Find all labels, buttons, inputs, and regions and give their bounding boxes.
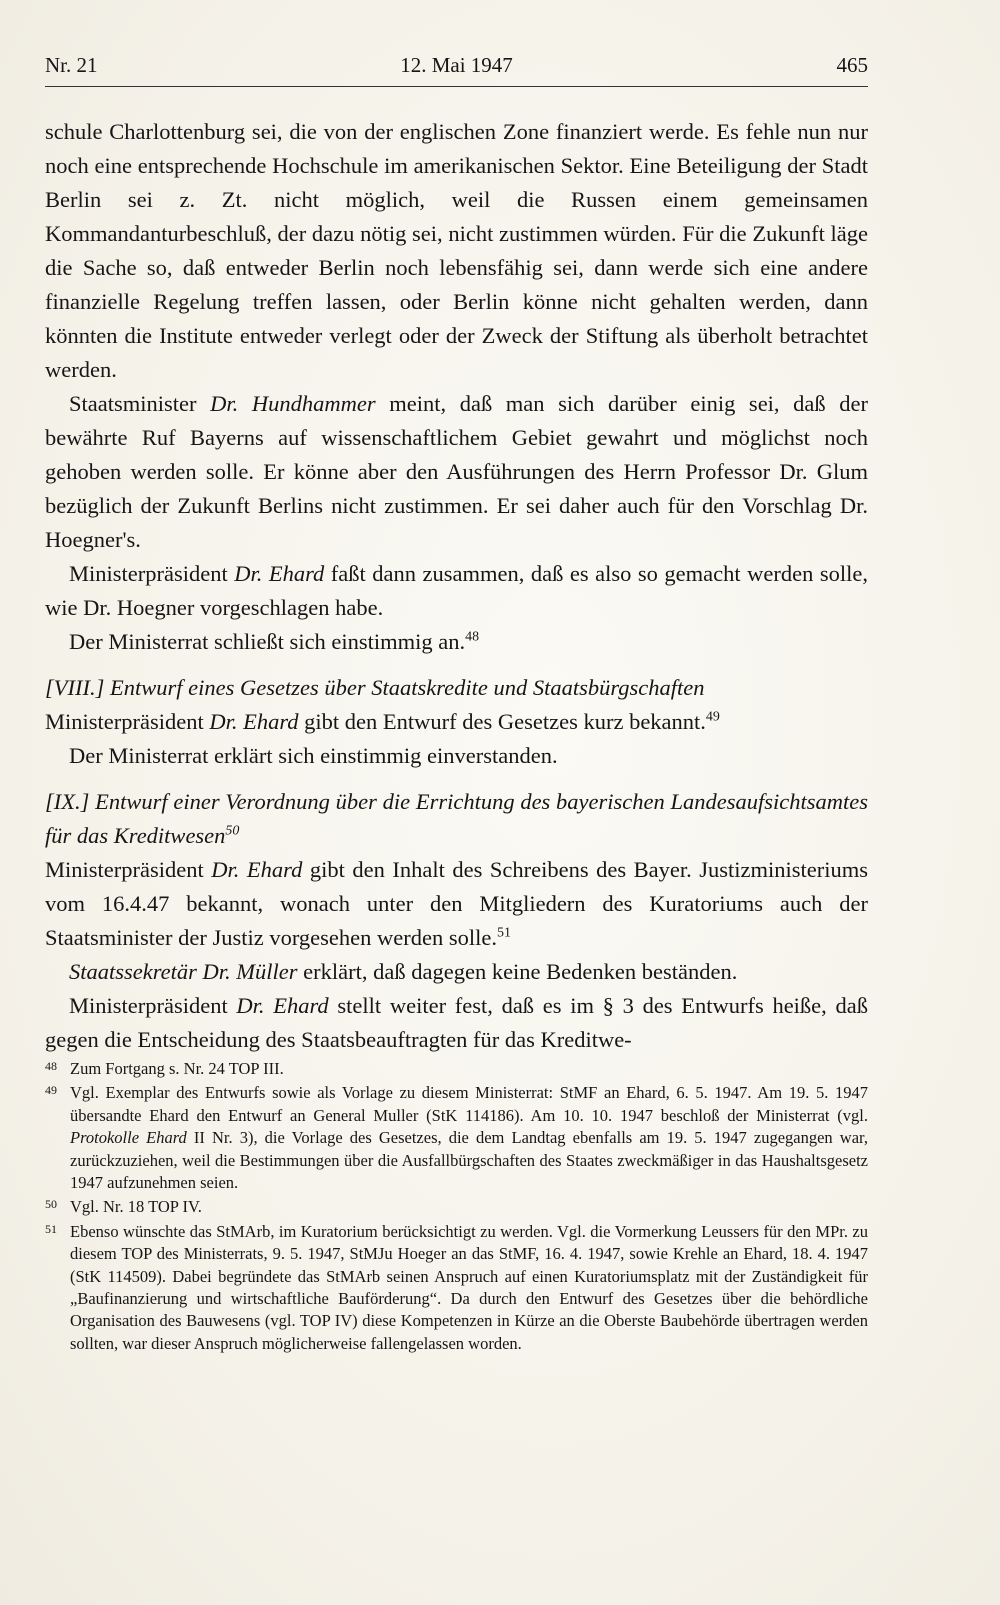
footnote-citation: Protokolle Ehard (70, 1128, 187, 1148)
text-run: Ministerpräsident (45, 857, 212, 882)
footnote-ref: 48 (465, 629, 480, 645)
text-run: erklärt, daß dagegen keine Bedenken beständen. (297, 959, 738, 984)
footnote-ref: 50 (225, 823, 240, 839)
footnote-separator (45, 1048, 225, 1049)
header-date: 12. Mai 1947 (400, 53, 513, 77)
speaker-name: Dr. Ehard (211, 857, 303, 882)
footnote-ref: 49 (705, 709, 720, 725)
text-run: gibt den Entwurf des Gesetzes kurz bekannt. (298, 709, 706, 734)
speaker-name: Dr. Ehard (236, 993, 329, 1018)
paragraph-ehard-summary (45, 557, 868, 625)
text-run: faßt dann zusammen, daß es also so gemacht werden solle, wie Dr. Hoegner vorgeschlagen habe. (45, 561, 868, 620)
running-head (45, 50, 868, 87)
text-run: Ministerpräsident (45, 709, 210, 734)
agenda-number: [VIII.] (45, 675, 105, 700)
speaker-name: Dr. Ehard (234, 561, 325, 586)
text-run: Ministerpräsident (69, 993, 237, 1018)
footnote-text: Vgl. Nr. 18 TOP IV. (70, 1197, 202, 1217)
speaker-name: Dr. Hundhammer (210, 391, 376, 416)
footnote-51 (45, 1221, 868, 1355)
agenda-heading-viii (45, 671, 868, 705)
footnote-number: 50 (45, 1197, 57, 1212)
speaker-name: Dr. Ehard (209, 709, 299, 734)
footnotes (45, 1058, 868, 1357)
footnote-48 (45, 1058, 868, 1080)
footnote-text: Zum Fortgang s. Nr. 24 TOP III. (70, 1059, 284, 1078)
footnote-text: Ebenso wünschte das StMArb, im Kuratorium berücksichtigt zu werden. Vgl. die Vormerkung Leussers für den MPr. zu diesem TOP des Ministerrats, 9. 5. 1947, StMJu Hoeger an das StMF, 16. 4. 1947, sowie Krehle an Ehard, 18. 4. 1947 (StK 114509). Dabei begründete das StMArb seinen Anspruch auf einen Kuratoriumsplatz mit der Zuständigkeit für „Baufinanzierung und wirtschaftliche Bauförderung“. Da durch den Entwurf des Gesetzes über die behördliche Organisation des Bauwesens (vgl. TOP IV) diese Kompetenzen in Kürze an die Oberste Baubehörde übertragen werden sollten, war dieser Anspruch möglicherweise fallengelassen worden. (70, 1221, 868, 1353)
speaker-name: Staatssekretär Dr. Müller (69, 959, 298, 984)
footnote-ref: 51 (496, 925, 511, 941)
text-run: stellt weiter fest, daß es im § 3 des Entwurfs heiße, daß gegen die Entscheidung des Staatsbeauftragten für das Kreditwe- (45, 993, 868, 1052)
agenda-number: [IX.] (45, 789, 90, 814)
agenda-title: Entwurf einer Verordnung über die Errichtung des bayerischen Landesaufsichtsamtes für das Kreditwesen (45, 789, 868, 848)
paragraph-ehard-law (45, 705, 868, 739)
footnote-text: Vgl. Exemplar des Entwurfs sowie als Vorlage zu diesem Ministerrat: StMF an Ehard, 6. 5. 1947. Am 19. 5. 1947 übersandte Ehard den Entwurf an General Muller (StK 114186). Am 10. 10. 1947 beschloß der Ministerrat (vgl. (70, 1083, 868, 1125)
text-run: gibt den Inhalt des Schreibens des Bayer. Justizministeriums vom 16.4.47 bekannt, wonach unter den Mitgliedern des Kuratoriums auch der Staatsminister der Justiz vorgesehen werden solle. (45, 857, 868, 950)
agenda-title: Entwurf eines Gesetzes über Staatskredite und Staatsbürgschaften (104, 675, 705, 700)
text-run: meint, daß man sich darüber einig sei, daß der bewährte Ruf Bayerns auf wissenschaftlichem Gebiet gewahrt und möglichst noch gehoben werden solle. Er könne aber den Ausführungen des Herrn Professor Dr. Glum bezüglich der Zukunft Berlins nicht zustimmen. Er sei daher auch für den Vorschlag Dr. Hoegner's. (45, 391, 868, 552)
paragraph-continuation: schule Charlottenburg sei, die von der englischen Zone finanziert werde. Es fehle nun nur noch eine entsprechende Hochschule im amerikanischen Sektor. Eine Beteiligung der Stadt Berlin sei z. Zt. nicht möglich, weil die Russen einem gemeinsamen Kommandanturbeschluß, der dazu nötig sei, nicht zustimmen würden. Für die Zukunft läge die Sache so, daß entweder Berlin noch lebensfähig sei, dann werde sich eine andere finanzielle Regelung treffen lassen, oder Berlin könne nicht gehalten werden, dann könnten die Institute entweder verlegt oder der Zweck der Stiftung als überholt betrachtet werden. (45, 119, 868, 382)
paragraph-resolution (45, 625, 868, 659)
text-run: Staatsminister (69, 391, 211, 416)
footnote-number: 49 (45, 1083, 57, 1098)
page-number: 465 (836, 53, 868, 77)
paragraph-ehard-section3 (45, 989, 868, 1057)
main-text (45, 115, 868, 1057)
paragraph-ehard-letter (45, 853, 868, 955)
agenda-heading-ix (45, 785, 868, 853)
paragraph-agreement: Der Ministerrat erklärt sich einstimmig einverstanden. (69, 743, 558, 768)
text-run: Der Ministerrat schließt sich einstimmig an. (69, 629, 466, 654)
footnote-text: II Nr. 3), die Vorlage des Gesetzes, die dem Landtag ebenfalls am 19. 5. 1947 zugegangen war, zurückzuziehen, weil die Bestimmungen über die Ausfallbürgschaften des Staates zweckmäßiger in das Haushaltsgesetz 1947 aufzunehmen seien. (70, 1128, 868, 1193)
text-run: Ministerpräsident (69, 561, 235, 586)
footnote-49 (45, 1082, 868, 1194)
footnote-number: 48 (45, 1059, 57, 1073)
footnote-50 (45, 1196, 868, 1218)
paragraph-mueller (45, 955, 868, 989)
footnote-number: 51 (45, 1221, 57, 1236)
issue-number: Nr. 21 (45, 53, 98, 77)
paragraph-hundhammer (45, 387, 868, 557)
